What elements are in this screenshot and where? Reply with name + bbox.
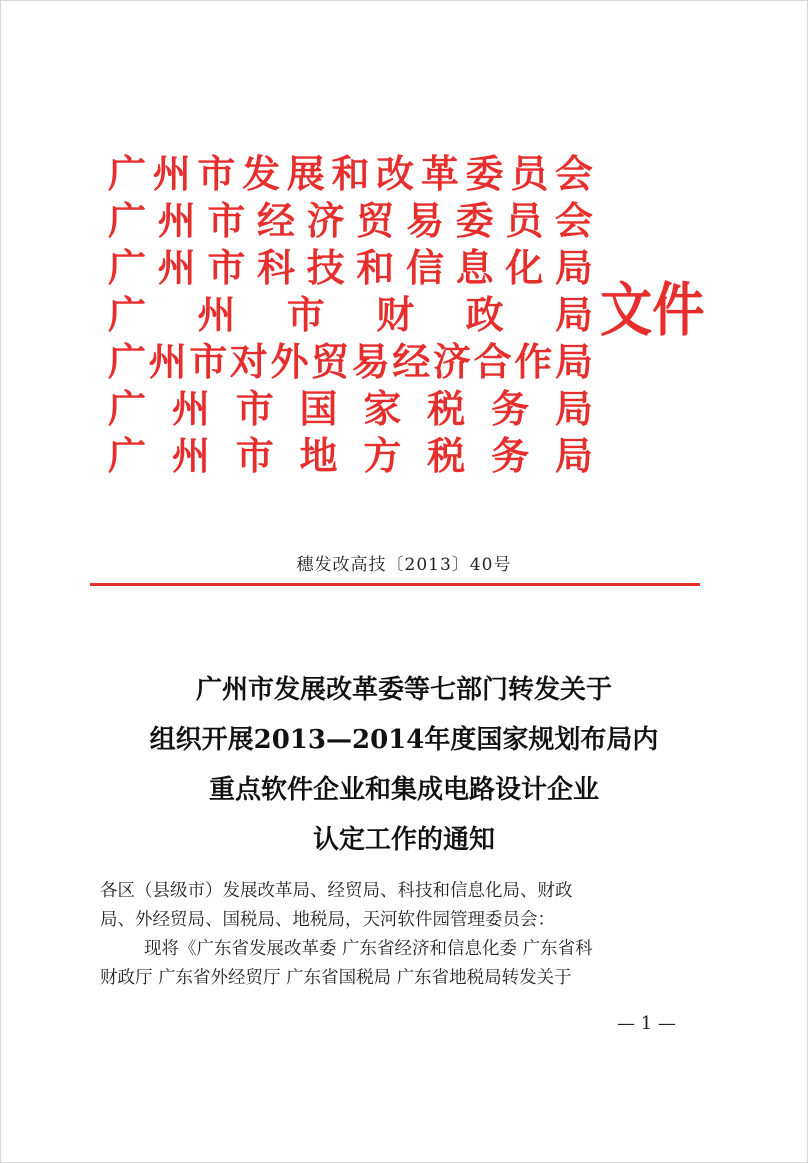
red-divider	[90, 583, 700, 586]
title-line: 认定工作的通知	[312, 825, 495, 855]
agency-line: 广 州 市 科 技 和 信 息 化 局	[108, 245, 593, 290]
body-line: 现将《广东省发展改革委 广东省经济和信息化委 广东省科	[144, 939, 593, 959]
title-line: 广州市发展改革委等七部门转发关于	[195, 675, 612, 705]
notice-body	[100, 877, 706, 993]
title-line: 重点软件企业和集成电路设计企业	[208, 775, 599, 805]
agency-line: 广 州 市 对 外 贸 易 经 济 合 作 局	[108, 339, 593, 384]
document-suffix: 文件	[600, 276, 705, 344]
document-number: 穗发改高技〔2013〕40号	[296, 555, 512, 575]
agency-line: 广 州 市 地 方 税 务 局	[108, 433, 593, 478]
page-number: — 1 —	[617, 1013, 676, 1034]
body-line: 各区（县级市）发展改革局、经贸局、科技和信息化局、财政	[100, 881, 573, 901]
agency-line: 广 州 市 国 家 税 务 局	[108, 386, 593, 431]
body-line: 局、外经贸局、国税局、地税局，天河软件园管理委员会：	[100, 910, 555, 930]
agency-line: 广 州 市 经 济 贸 易 委 员 会	[108, 198, 593, 243]
issuing-agencies	[108, 150, 593, 479]
agency-line: 广 州 市 发 展 和 改 革 委 员 会	[108, 151, 593, 196]
title-line: 组织开展2013—2014年度国家规划布局内	[149, 725, 659, 755]
agency-line: 广 州 市 财 政 局	[108, 292, 593, 337]
notice-title	[0, 665, 808, 865]
body-line: 财政厅 广东省外经贸厅 广东省国税局 广东省地税局转发关于	[100, 968, 572, 988]
